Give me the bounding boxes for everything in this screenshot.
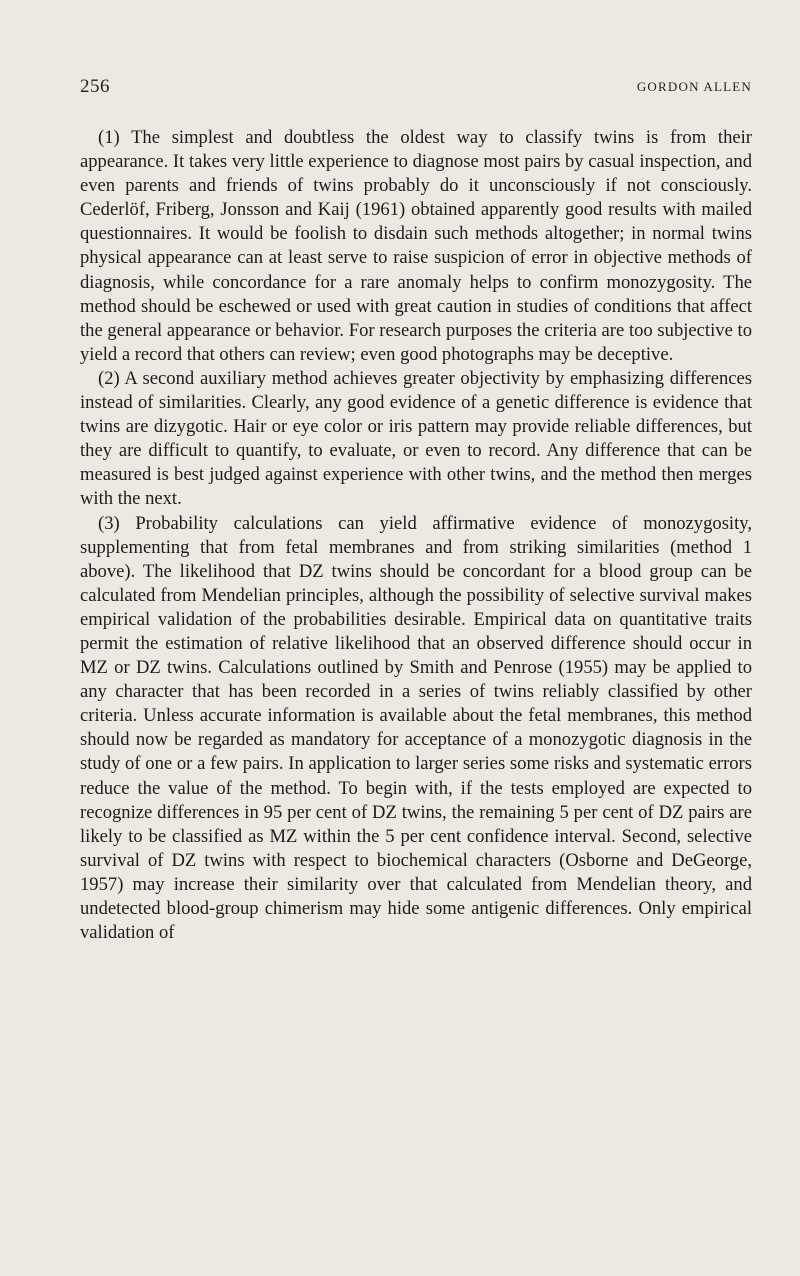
running-head — [80, 76, 752, 100]
page-number: 256 — [80, 76, 110, 97]
paragraph-1: (1) The simplest and doubtless the oldest way to classify twins is from their appearance. It takes very little experience to diagnose most pairs by casual inspection, and even parents and friends of twins probably do it unconsciously if not consciously. Cederlöf, Friberg, Jonsson and Kaij (1961) obtained apparently good results with mailed questionnaires. It would be foolish to disdain such methods altogether; in normal twins physical appearance can at least serve to raise suspicion of error in objective methods of diagnosis, while concordance for a rare anomaly helps to confirm monozygosity. The method should be eschewed or used with great caution in studies of conditions that affect the general appearance or behavior. For research purposes the criteria are too subjective to yield a record that others can review; even good photographs may be deceptive. — [80, 127, 752, 365]
paragraph-3: (3) Probability calculations can yield affirmative evidence of monozygosity, supplementing that from fetal membranes and from striking similarities (method 1 above). The likelihood that DZ twins should be concordant for a blood group can be calculated from Mendelian principles, although the possibility of selective survival makes empirical validation of the probabilities desirable. Empirical data on quantitative traits permit the estimation of relative likelihood that an observed difference should occur in MZ or DZ twins. Calculations outlined by Smith and Penrose (1955) may be applied to any character that has been recorded in a series of twins reliably classified by other criteria. Unless accurate information is available about the fetal membranes, this method should now be regarded as mandatory for acceptance of a monozygotic diagnosis in the study of one or a few pairs. In application to larger series some risks and systematic errors reduce the value of the method. To begin with, if the tests employed are expected to recognize differences in 95 per cent of DZ twins, the remaining 5 per cent of DZ pairs are likely to be classified as MZ within the 5 per cent confidence interval. Second, selective survival of DZ twins with respect to biochemical characters (Osborne and DeGeorge, 1957) may increase their similarity over that calculated from Mendelian theory, and undetected blood-group chimerism may hide some antigenic differences. Only empirical validation of — [80, 512, 752, 944]
running-head-author: GORDON ALLEN — [636, 79, 752, 94]
paragraph-2: (2) A second auxiliary method achieves greater objectivity by emphasizing differences instead of similarities. Clearly, any good evidence of a genetic difference is evidence that twins are dizygotic. Hair or eye color or iris pattern may provide reliable differences, but they are difficult to quantify, to evaluate, or even to record. Any difference that can be measured is best judged against experience with other twins, and the method then merges with the next. — [80, 367, 752, 510]
body-text — [80, 126, 752, 945]
